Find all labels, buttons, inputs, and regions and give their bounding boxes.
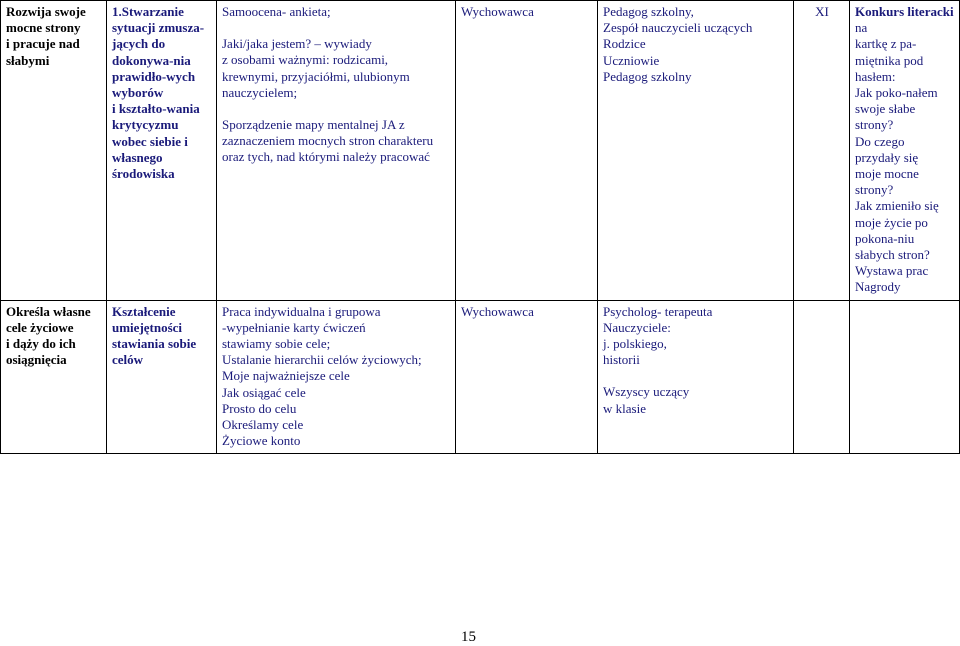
text-line: Rozwija swoje <box>6 4 86 19</box>
text-line: Nauczyciele: <box>603 319 671 335</box>
text-line: cele życiowe <box>6 319 74 335</box>
text-line <box>799 304 845 320</box>
text-line: j. polskiego, <box>603 336 667 352</box>
methods-interview <box>222 36 451 101</box>
text-line: Uczniowie <box>603 52 660 68</box>
text-line: strony? <box>855 117 894 133</box>
text-line: Jak zmieniło się <box>855 198 939 214</box>
text-line: krytycyzmu <box>112 117 179 133</box>
text-line: i kształto-wania <box>112 101 200 117</box>
cell-evaluation <box>850 1 960 301</box>
text-line: Wychowawca <box>461 4 534 19</box>
text-line: stawiamy sobie cele; <box>222 336 331 352</box>
cell-participants <box>598 1 794 301</box>
cell-term <box>794 300 850 454</box>
text-line: mocne strony <box>6 20 81 36</box>
text-line: Wystawa prac <box>855 263 929 279</box>
text-line: oraz tych, nad którymi należy pracować <box>222 149 430 165</box>
cell-task <box>107 1 217 301</box>
text-line: Do czego <box>855 133 905 149</box>
text-line: Jak poko-nałem <box>855 85 938 101</box>
cell-methods <box>217 1 456 301</box>
text-line: 1.Stwarzanie <box>112 4 184 19</box>
text-line: własnego <box>112 149 163 165</box>
text-line: Wszyscy uczący <box>603 384 690 400</box>
text-line: przydały się <box>855 149 919 165</box>
participants-all <box>603 384 789 416</box>
text-line: zaznaczeniem mocnych stron charakteru <box>222 133 434 149</box>
text-line: Rodzice <box>603 36 646 52</box>
cell-task <box>107 300 217 454</box>
text-line: krewnymi, przyjaciółmi, ulubionym <box>222 68 410 84</box>
text-line: strony? <box>855 182 894 198</box>
cell-methods <box>217 300 456 454</box>
text-line: środowiska <box>112 166 175 182</box>
text-line: nauczycielem; <box>222 84 298 100</box>
text-line: miętnika pod <box>855 52 924 68</box>
text-line: Jaki/jaka jestem? – wywiady <box>222 36 372 52</box>
text-line: -wypełnianie karty ćwiczeń <box>222 319 366 335</box>
text-line: Moje najważniejsze cele <box>222 368 350 384</box>
methods-survey <box>222 4 451 20</box>
text-line: prawidło-wych <box>112 68 196 84</box>
text-line: słabymi <box>6 52 50 68</box>
text-line: swoje słabe <box>855 101 916 117</box>
text-line: Życiowe konto <box>222 433 301 449</box>
text-line: Zespół nauczycieli uczących <box>603 20 753 36</box>
text-line: dokonywa-nia <box>112 52 191 68</box>
text-line: w klasie <box>603 400 646 416</box>
text-line: Kształcenie <box>112 303 176 319</box>
text-line: jących do <box>112 36 166 52</box>
cell-participants <box>598 300 794 454</box>
text-line: Samoocena- ankieta; <box>222 4 331 19</box>
text-line: Psycholog- terapeuta <box>603 303 713 319</box>
methods-mindmap <box>222 117 451 166</box>
text-line: Jak osiągać cele <box>222 384 306 400</box>
text-line <box>855 304 955 320</box>
text-line: umiejętności <box>112 319 183 335</box>
text-line: celów <box>112 352 144 368</box>
text-line: Praca indywidualna i grupowa <box>222 303 381 319</box>
text-line: wyborów <box>112 85 164 101</box>
contest-title: Konkurs literacki <box>855 4 954 19</box>
text-line: z osobami ważnymi: rodzicami, <box>222 52 389 68</box>
cell-goal <box>1 1 107 301</box>
text-line: moje życie po <box>855 214 928 230</box>
text-line: sytuacji zmusza- <box>112 20 205 36</box>
text-line: i pracuje nad <box>6 36 80 52</box>
text-line: i dąży do ich <box>6 336 76 352</box>
text-line: hasłem: <box>855 68 896 84</box>
cell-responsible <box>456 1 598 301</box>
cell-term <box>794 1 850 301</box>
text-line: Określa własne <box>6 303 91 319</box>
text-line: Sporządzenie mapy mentalnej JA z <box>222 117 405 133</box>
page-number: 15 <box>461 629 476 645</box>
text-line: słabych stron? <box>855 247 930 263</box>
text-line: osiągnięcia <box>6 352 67 368</box>
text-line: Pedagog szkolny, <box>603 4 694 19</box>
text-line: Ustalanie hierarchii celów życiowych; <box>222 352 422 368</box>
text-line: moje mocne <box>855 166 919 182</box>
text-line: Prosto do celu <box>222 400 297 416</box>
text-line: Pedagog szkolny <box>603 68 692 84</box>
text-line: Nagrody <box>855 279 901 295</box>
cell-goal <box>1 300 107 454</box>
participants-teachers <box>603 304 789 369</box>
text-line: wobec siebie i <box>112 133 188 149</box>
text-line: historii <box>603 352 640 368</box>
text-line: Określamy cele <box>222 417 304 433</box>
cell-evaluation <box>850 300 960 454</box>
text-line: kartkę z pa- <box>855 36 917 52</box>
text-line: pokona-niu <box>855 230 915 246</box>
text-line: Wychowawca <box>461 303 534 319</box>
text-line: stawiania sobie <box>112 336 197 352</box>
text-line: XI <box>815 4 829 19</box>
table-row <box>1 1 960 301</box>
contest-details: na kartkę z pa- miętnika pod hasłem: Jak poko-nałem swoje słabe strony? Do czego przydały się moje mocne strony? Jak zmieniło się moje życie po pokona-niu słabych stron? Wystawa prac Nagrody <box>855 20 955 295</box>
table-row <box>1 300 960 454</box>
cell-responsible <box>456 300 598 454</box>
